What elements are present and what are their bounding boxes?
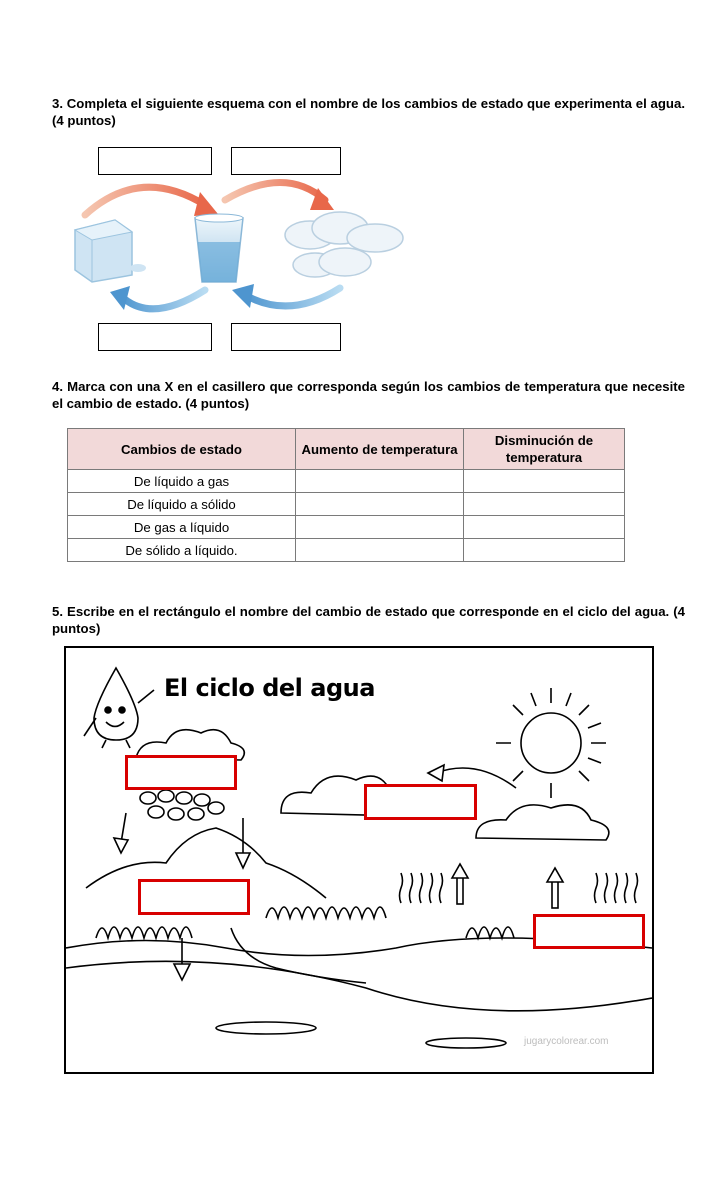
water-drop-mascot-icon [84,668,154,748]
question-5-text: 5. Escribe en el rectángulo el nombre del cambio de estado que corresponde en el ciclo del agua. (4 puntos) [52,604,685,636]
row-label: De líquido a gas [68,470,296,493]
cell-disminucion[interactable] [464,493,625,516]
arrow-condensation-icon [232,284,340,308]
state-changes-table [67,428,625,562]
cell-disminucion[interactable] [464,516,625,539]
arrow-solidification-icon [110,286,205,310]
steam-cloud-icon [285,212,403,277]
answer-box-cycle-2[interactable] [364,784,477,820]
answer-box-bottom-left[interactable] [98,323,212,351]
up-arrow-icon [457,876,463,904]
table-row [68,470,625,493]
rain-drops-icon [140,790,224,820]
up-arrow-icon [552,880,558,908]
evaporation-lines-icon [400,873,638,903]
cloud-icon [476,805,609,840]
lake-ripple [216,1022,316,1034]
cell-aumento[interactable] [296,470,464,493]
row-label: De sólido a líquido. [68,539,296,562]
table-row [68,539,625,562]
arrow-melting-icon [85,187,218,216]
cell-disminucion[interactable] [464,539,625,562]
sun-icon [496,688,606,798]
arrow-evaporation-icon [225,183,334,211]
ice-cube-icon [75,220,146,282]
water-cycle-title: El ciclo del agua [164,674,375,702]
cell-aumento[interactable] [296,539,464,562]
glass-of-water-icon [195,214,243,282]
water-cycle-illustration [64,646,654,1074]
question-4-text: 4. Marca con una X en el casillero que corresponda según los cambios de temperatura que necesite el cambio de estado. (4 puntos) [52,379,685,411]
answer-box-cycle-1[interactable] [125,755,237,790]
cell-aumento[interactable] [296,516,464,539]
lake-ripple [426,1038,506,1048]
row-label: De gas a líquido [68,516,296,539]
watermark: jugarycolorear.com [524,1036,609,1047]
answer-box-cycle-3[interactable] [138,879,250,915]
cell-aumento[interactable] [296,493,464,516]
answer-box-bottom-right[interactable] [231,323,341,351]
table-row [68,493,625,516]
arrow-head-icon [428,765,444,781]
cell-disminucion[interactable] [464,470,625,493]
water-cycle-drawing [66,648,652,1072]
header-cambios: Cambios de estado [68,429,296,470]
header-disminucion: Disminución de temperatura [464,429,625,470]
header-aumento: Aumento de temperatura [296,429,464,470]
table-row [68,516,625,539]
row-label: De líquido a sólido [68,493,296,516]
lake-shore [66,961,652,1011]
table-header-row [68,429,625,470]
answer-box-cycle-4[interactable] [533,914,645,949]
question-3-text: 3. Completa el siguiente esquema con el nombre de los cambios de estado que experimenta el agua. (4 puntos) [52,96,685,128]
states-of-water-diagram [60,170,420,320]
